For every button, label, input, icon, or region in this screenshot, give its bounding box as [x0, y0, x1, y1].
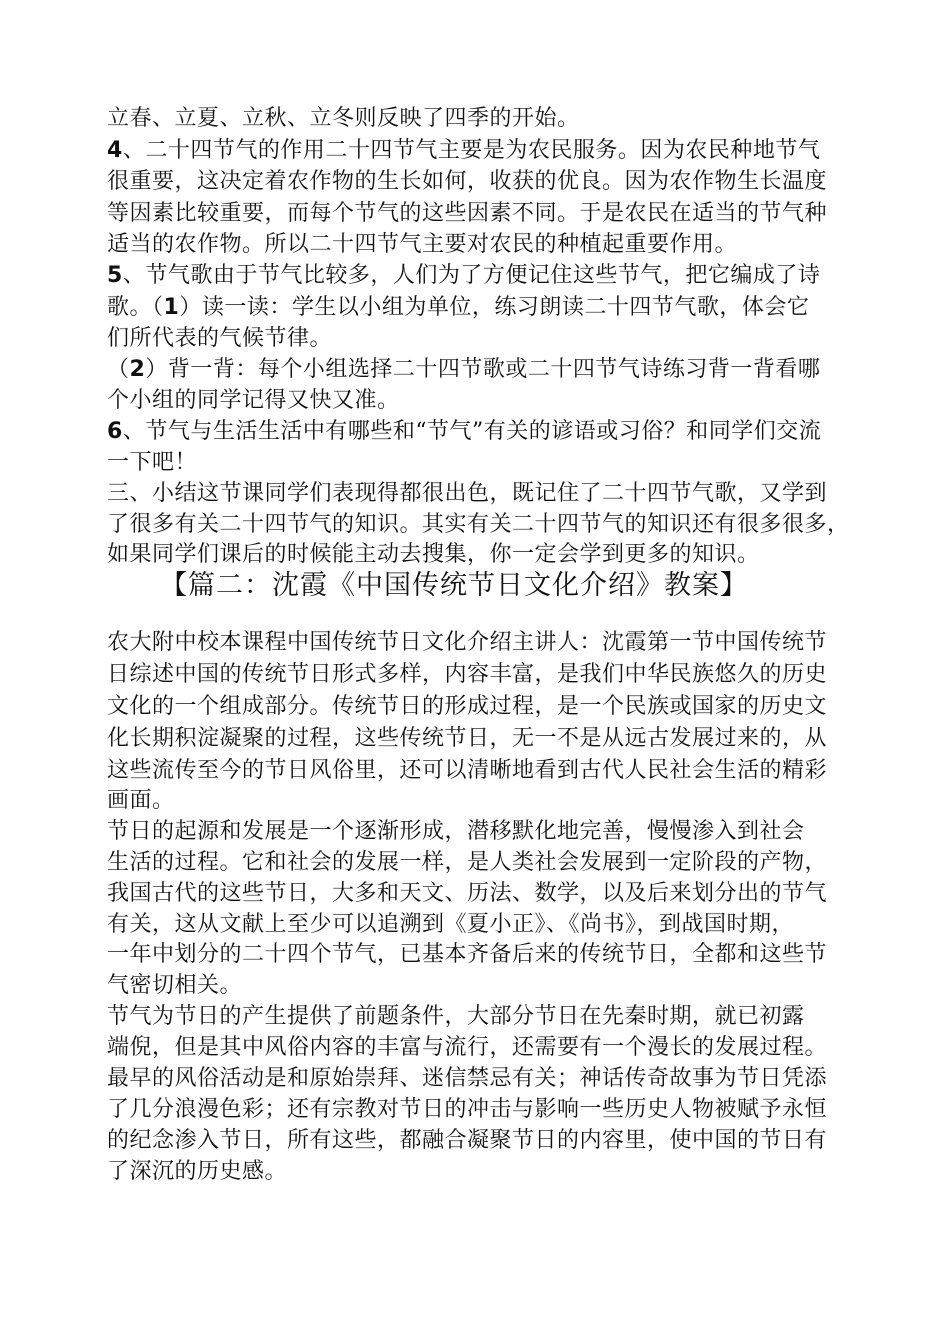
paragraph-line — [107, 692, 827, 722]
item-number: 2 — [129, 357, 146, 382]
text-line: ）读一读：学生以小组为单位，练习朗读二十四节气歌，体会它 — [179, 295, 810, 320]
paragraph-line — [107, 230, 737, 260]
paragraph-line — [107, 199, 827, 229]
text-line: 节气为节日的产生提供了前题条件，大部分节日在先秦时期，就已初露 — [107, 1004, 805, 1029]
text-line: 、节气歌由于节气比较多，人们为了方便记住这些节气，把它编成了诗 — [122, 263, 821, 288]
paragraph-line — [107, 324, 332, 354]
section-heading: 【篇二：沈霞《中国传统节日文化介绍》教案】 — [160, 570, 748, 601]
paragraph-line — [107, 879, 827, 909]
text-line: 一年中划分的二十四个节气，已基本齐备后来的传统节日，全都和这些节 — [107, 942, 828, 967]
text-line: 我国古代的这些节日，大多和天文、历法、数学，以及后来划分出的节气 — [107, 881, 828, 906]
paragraph-line — [107, 724, 827, 754]
item-number: 4 — [107, 138, 123, 163]
paragraph-line — [107, 355, 820, 385]
paragraph-line — [107, 848, 827, 878]
text-line: 们所代表的气候节律。 — [107, 326, 333, 351]
paragraph-line — [107, 479, 827, 509]
text-line: 一下吧！ — [107, 450, 198, 475]
paragraph-line — [107, 971, 242, 1001]
text-line: 立春、立夏、立秋、立冬则反映了四季的开始。 — [107, 106, 580, 131]
paragraph-line — [107, 104, 580, 134]
text-line: 了深沉的历史感。 — [107, 1159, 288, 1184]
paragraph-line — [107, 293, 809, 323]
paragraph-line — [107, 417, 821, 447]
paragraph-line — [107, 756, 827, 786]
text-line: 很重要，这决定着农作物的生长如何，收获的优良。因为农作物生长温度 — [107, 169, 828, 194]
paragraph-line — [107, 1095, 827, 1125]
paragraph-line — [107, 1002, 805, 1032]
text-line: 化长期积淀凝聚的过程，这些传统节日，无一不是从远古发展过来的，从 — [107, 726, 828, 751]
paragraph-line — [107, 386, 400, 416]
paragraph-line — [107, 817, 805, 847]
paragraph-line — [107, 261, 820, 291]
item-number: 5 — [107, 263, 123, 288]
text-line: 最早的风俗活动是和原始崇拜、迷信禁忌有关；神话传奇故事为节日凭添 — [107, 1066, 828, 1091]
text-line: ）背一背：每个小组选择二十四节歌或二十四节气诗练习背一背看哪 — [145, 357, 821, 382]
text-line: 有关，这从文献上至少可以追溯到《夏小正》、《尚书》，到战国时期， — [107, 912, 795, 937]
paragraph-line — [107, 786, 175, 816]
paragraph-line — [107, 1126, 827, 1156]
paragraph-line — [107, 940, 827, 970]
text-line: 三、小结这节课同学们表现得都很出色，既记住了二十四节气歌，又学到 — [107, 481, 828, 506]
text-line: 文化的一个组成部分。传统节日的形成过程，是一个民族或国家的历史文 — [107, 694, 828, 719]
paragraph-line — [107, 136, 820, 166]
text-line: 个小组的同学记得又快又准。 — [107, 388, 400, 413]
text-line: 的纪念渗入节日，所有这些，都融合凝聚节日的内容里，使中国的节日有 — [107, 1128, 828, 1153]
text-line: 、节气与生活生活中有哪些和“节气”有关的谚语或习俗？和同学们交流 — [122, 419, 822, 444]
text-line: 气密切相关。 — [107, 973, 243, 998]
text-line: 适当的农作物。所以二十四节气主要对农民的种植起重要作用。 — [107, 232, 738, 257]
text-line: 画面。 — [107, 788, 175, 813]
paragraph-line — [107, 660, 827, 690]
paragraph-line — [107, 167, 827, 197]
text-line: 如果同学们课后的时候能主动去搜集，你一定会学到更多的知识。 — [107, 542, 760, 567]
paragraph-line — [107, 1033, 827, 1063]
paragraph-line — [107, 448, 197, 478]
paragraph-line — [107, 628, 827, 658]
paragraph-line — [107, 1157, 287, 1187]
text-line: 歌。（ — [107, 295, 164, 320]
item-number: 6 — [107, 419, 123, 444]
text-line: 端倪，但是其中风俗内容的丰富与流行，还需要有一个漫长的发展过程。 — [107, 1035, 828, 1060]
text-line: 等因素比较重要，而每个节气的这些因素不同。于是农民在适当的节气种 — [107, 201, 828, 226]
text-line: 了很多有关二十四节气的知识。其实有关二十四节气的知识还有很多很多， — [107, 512, 850, 537]
item-number: 1 — [163, 295, 180, 320]
text-line: （ — [107, 357, 130, 382]
text-line: 节日的起源和发展是一个逐渐形成，潜移默化地完善，慢慢渗入到社会 — [107, 819, 805, 844]
text-line: 日综述中国的传统节日形式多样，内容丰富，是我们中华民族悠久的历史 — [107, 662, 828, 687]
paragraph-line — [107, 1064, 827, 1094]
text-line: 这些流传至今的节日风俗里，还可以清晰地看到古代人民社会生活的精彩 — [107, 758, 828, 783]
text-line: 、二十四节气的作用二十四节气主要是为农民服务。因为农民种地节气 — [122, 138, 821, 163]
paragraph-line — [107, 510, 850, 540]
paragraph-line — [107, 540, 760, 570]
paragraph-line — [107, 910, 794, 940]
text-line: 了几分浪漫色彩；还有宗教对节日的冲击与影响一些历史人物被赋予永恒 — [107, 1097, 828, 1122]
text-line: 农大附中校本课程中国传统节日文化介绍主讲人：沈霞第一节中国传统节 — [107, 630, 828, 655]
text-line: 生活的过程。它和社会的发展一样，是人类社会发展到一定阶段的产物， — [107, 850, 828, 875]
